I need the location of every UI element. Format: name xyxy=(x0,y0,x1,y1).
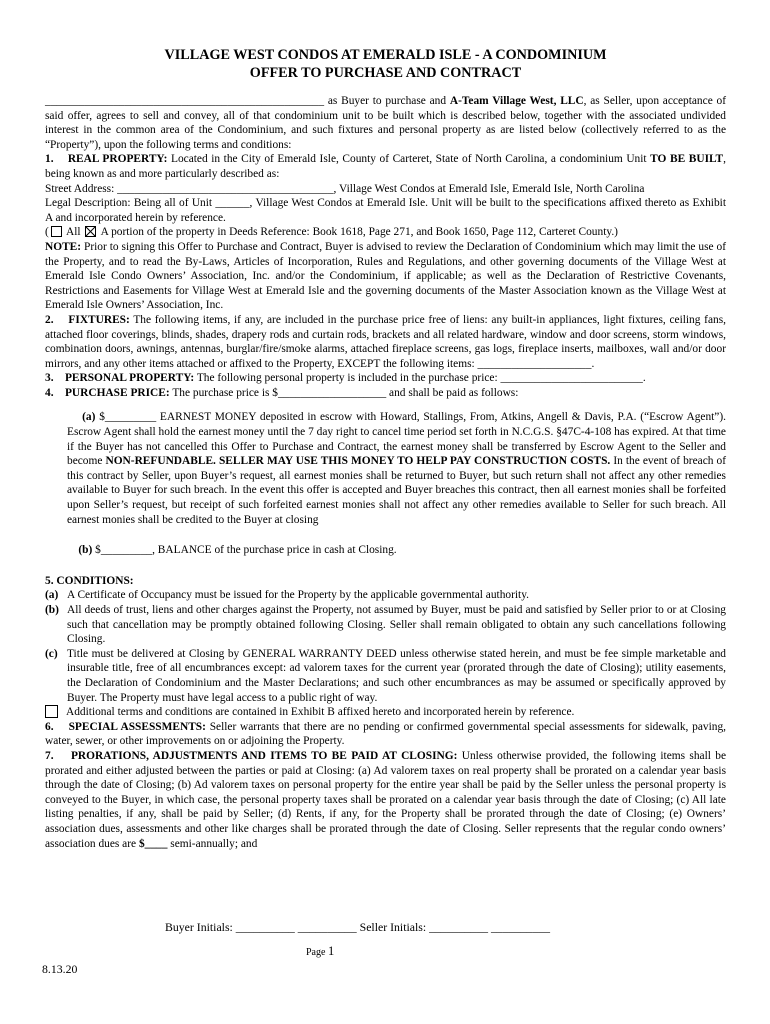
section-special-assessments: 6. SPECIAL ASSESSMENTS: Seller warrants that there are no pending or confirmed governmental special assessments for sidewalk, paving, water, sewer, or other improvements on or adjoining the Property. xyxy=(45,720,727,748)
additional-terms-line: Additional terms and conditions are contained in Exhibit B affixed hereto and incorporated herein by reference. xyxy=(45,705,726,720)
deed-reference-line: ( All A portion of the property in Deeds Reference: Book 1618, Page 271, and Book 1650, Page 112, Carteret County.) xyxy=(45,226,618,239)
balance-paragraph: (b) $_________, BALANCE of the purchase price in cash at Closing. xyxy=(78,544,397,557)
buyer-name-blank[interactable]: _________________________________________________ xyxy=(45,95,325,107)
condition-c: (c) Title must be delivered at Closing by GENERAL WARRANTY DEED unless otherwise stated herein, and must be fee simple marketable and insurable title, free of all encumbrances except: ad valorem taxes for the current year (prorated through the date of Closing); utility easements, the Declaration of Condominium and the Master Declarations; and such other encumbrances as may be assumed or specifically approved by Buyer. The Property must have legal access to a public right of way. xyxy=(45,647,726,704)
all-checkbox[interactable] xyxy=(51,226,62,237)
section-real-property: 1. REAL PROPERTY: Located in the City of Emerald Isle, County of Carteret, State of North Carolina, a condominium Unit TO BE BUILT, being known as and more particularly described as: xyxy=(45,153,727,180)
additional-terms-checkbox[interactable] xyxy=(45,705,58,718)
intro-paragraph: _________________________________________________ as Buyer to purchase and A-Team Village West, LLC, as Seller, upon acceptance of said offer, agrees to sell and convey, all of that condominium unit to be built which is described below, together with the associated undivided interest in the common area of the Condominium, and such fixtures and personal property as are listed below (collectively referred to as the “Property”), upon the following terms and conditions: xyxy=(45,95,727,151)
earnest-money-paragraph: (a) $_________ EARNEST MONEY deposited in escrow with Howard, Stallings, From, Atkins, Angell & Davis, P.A. (“Escrow Agent”). Escrow Agent shall hold the earnest money until the 7 day right to cancel time period set forth in N.C.G.S. §47C-4-108 has expired. At that time if the Buyer has not cancelled this Offer to Purchase and Contract, the earnest money shall be transferred by Escrow Agent to the Seller and become NON-REFUNDABLE. SELLER MAY USE THIS MONEY TO HELP PAY CONSTRUCTION COSTS. In the event of breach of this contract by Seller, upon Buyer’s request, all earnest monies shall be returned to Buyer, but such return shall not affect any other remedies available to Buyer for such breach. In the event this offer is accepted and Buyer breaches this contract, then all earnest monies shall be forfeited upon Seller’s request, but receipt of such forfeited earnest monies shall not affect any other remedies available to Seller for such breach. All earnest monies shall be credited to the Buyer at closing xyxy=(67,411,727,526)
street-address-line[interactable]: Street Address: ______________________________________, Village West Condos at Emerald Isle, Emerald Isle, North Carolina xyxy=(45,182,645,195)
section-purchase-price: 4. PURCHASE PRICE: The purchase price is $___________________ and shall be paid as follows: xyxy=(45,386,519,399)
page-number: Page 1 xyxy=(306,944,335,958)
section-conditions-heading: 5. CONDITIONS: xyxy=(45,574,134,587)
condition-b: (b) All deeds of trust, liens and other charges against the Property, not assumed by Buyer, must be paid and satisfied by Seller prior to or at Closing such that cancellation may be promptly obtained following Closing. Seller shall remain obligated to obtain any such cancellations following Closing. xyxy=(45,604,726,646)
document-title: VILLAGE WEST CONDOS AT EMERALD ISLE - A CONDOMINIUM xyxy=(164,47,607,63)
portion-checkbox[interactable] xyxy=(85,226,96,237)
initials-line[interactable]: Buyer Initials: __________ __________ Seller Initials: __________ __________ xyxy=(165,920,551,934)
section-prorations: 7. PRORATIONS, ADJUSTMENTS AND ITEMS TO BE PAID AT CLOSING: Unless otherwise provided, the following items shall be prorated and either adjusted between the parties or paid at Closing: (a) Ad valorem taxes on real property shall be prorated on a calendar year basis through the date of Closing; (b) Ad valorem taxes on personal property for the entire year shall be paid by the Seller unless the personal property is conveyed to the Buyer, in which case, the personal property taxes shall be prorated on a calendar year basis through the date of Closing; (c) All late listing penalties, if any, shall be paid by Seller; (d) Rents, if any, for the Property shall be prorated through the date of Closing; (e) Owners’ association dues, assessments and other like charges shall be prorated through the date of Closing. Seller represents that the regular condo owners’ association dues are $____ semi-annually; and xyxy=(45,749,727,850)
document-page xyxy=(45,46,726,851)
note-paragraph: NOTE: Prior to signing this Offer to Purchase and Contract, Buyer is advised to review the Declaration of Condominium which may limit the use of the Property, and to read the By-Laws, Articles of Incorporation, Rules and Regulations, and other governing documents of the Village West at Emerald Isle Condo Owners’ Association, Inc. and/or the Condominium, if applicable; as well as the Declaration of Restrictive Covenants, Restrictions and Easements for Village West at Emerald Isle and the governing documents of the Master Association known as the Village West at Emerald Isle Owners’ Association, Inc. xyxy=(45,240,726,312)
document-subtitle: OFFER TO PURCHASE AND CONTRACT xyxy=(249,65,522,81)
revision-date: 8.13.20 xyxy=(42,962,78,976)
section-heading: REAL PROPERTY: xyxy=(67,153,168,166)
condition-a: (a) A Certificate of Occupancy must be issued for the Property by the applicable governmental authority. xyxy=(45,589,530,602)
section-fixtures: 2. FIXTURES: The following items, if any, are included in the purchase price free of liens: any built-in appliances, light fixtures, ceiling fans, attached floor coverings, blinds, shades, drapery rods and curtain rods, brackets and all related hardware, window and door screens, storm windows, combination doors, awnings, antennas, burglar/fire/smoke alarms, attached fireplace screens, gas logs, fireplace inserts, mailboxes, wall and/or door mirrors, and any other items attached or affixed to the Property, EXCEPT the following items: ____________________. xyxy=(45,313,726,370)
seller-name: A-Team Village West, LLC xyxy=(449,95,584,107)
legal-description[interactable]: Legal Description: Being all of Unit ______, Village West Condos at Emerald Isle. Unit will be built to the specifications affixed thereto as Exhibit A and incorporated herein by reference. xyxy=(45,197,726,224)
section-personal-property: 3. PERSONAL PROPERTY: The following personal property is included in the purchase price: _________________________. xyxy=(45,372,646,385)
